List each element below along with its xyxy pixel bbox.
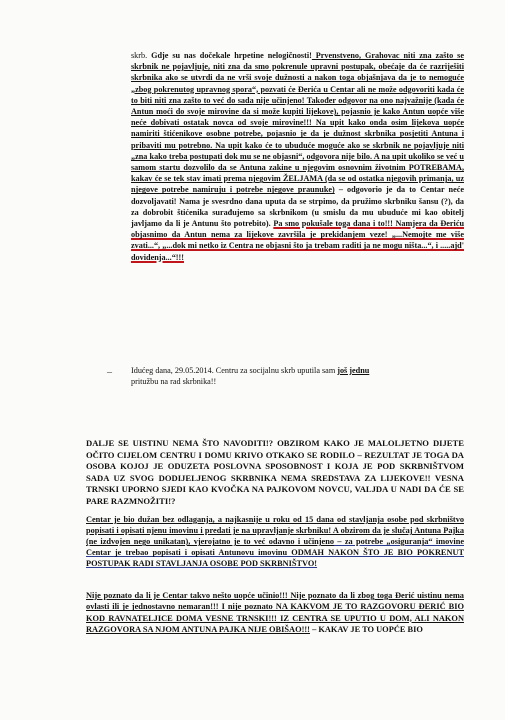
text-fragment-underlined: Prvenstveno, Grahovac niti zna zašto se skrbnik ne pojavljuje, niti zna da smo pokrenule upravni postupak, obećaje da će razriješiti skrbnika ako se utvrdi da ne vrši svoje dužnosti a nakon toga objašnjava da je to nemoguće „zbog pokrenutog upravnog spora“, pozvati će Đerića u Centar ali ne može odgovoriti kada će to biti niti zna zašto to već do sada nije učinjeno! Također odgovor na ono najvažnije (kada će Antun moći do svoje mirovine da si može kupiti lijekove), pojasnio je kako Antun uopće više neće dobivati ostatak novca od svoje mirovine!!! Na upit kako onda osim lijekova uopće namiriti štićenikove osobne potrebe, pojasnio je da je dužnost skrbnika posjetiti Antuna i pribaviti mu potrebno. Na upit kako će to ubuduće moguće ako se skrbnik ne pojavljuje niti „zna kako treba postupati dok mu se ne objasni“, odgovora nije bilo. A na upit ukoliko se već u samom startu dozvolilo da se Antuna zakine u njegovim osnovnim životnim POTREBAMA, kakav će se tek stav imati prema njegovim ŽELJAMA (da se od ostatka njegovih primanja, uz njegove potrebe namiruju i potrebe njegove praunuke) xyxy=(131,51,464,195)
text-fragment-underlined: Centar je bio dužan bez odlaganja, a najkasnije u roku od 15 dana od stavljanja osobe pod skrbništvo popisati i opisati njenu imovinu i predati je na upravljanje skrbniku! A obzirom da je slučaj Antuna Pajka (ne izdvojen nego unikatan), vjerojatno je to već odavno i učinjeno xyxy=(86,515,464,547)
paragraph-complaint-center-visit xyxy=(131,50,464,263)
paragraph-uppercase-conclusion xyxy=(86,438,464,508)
text-fragment-red-underlined: Pa smo pokušale toga dana i to!!! Namjera da Đeriću objasnimo da Antun nema za lijekove završila je prekidanjem veze! „...Nemojte me više zvati...“, „...dok mi netko iz Centra ne objasni što ja trebam raditi ja ne mogu ništa...“, i .....ajd' dovidenja...“!!! xyxy=(131,219,465,262)
text-fragment: Gdje su nas dočekale hrpetine nelogičnosti! xyxy=(151,51,312,60)
paragraph-next-day-complaint xyxy=(131,365,464,387)
text-fragment: skrb. xyxy=(131,51,152,60)
paragraph-unknown-facts xyxy=(86,590,464,635)
paragraph-center-obligation xyxy=(86,514,464,569)
text-fragment-underlined: još jednu xyxy=(337,366,370,375)
margin-dash-mark: – xyxy=(107,367,112,378)
text-fragment: Idućeg dana, 29.05.2014. Centru za socijalnu skrb uputila sam xyxy=(131,366,338,375)
text-fragment: pritužbu na rad skrbnika!! xyxy=(131,377,217,386)
text-fragment: – KAKAV JE TO UOPĆE BIO xyxy=(309,624,423,634)
text-fragment: – odgovorio je da to Centar neće dozvoljavati! Nama je svesrdno dana uputa da se strpimo, da pružimo skrbniku šansu (?), da za dobrobit štićenika surađujemo sa skrbnikom (u smislu da mu ubuduće mi kao obitelj javljamo da li je Antunu što potrebito). xyxy=(131,185,464,229)
text-fragment: DALJE SE UISTINU NEMA ŠTO NAVODITI!? OBZIROM KAKO JE MALOLJETNO DIJETE OČITO CIJELOM CENTRU I DOMU KRIVO OTKAKO SE RODILO – REZULTAT JE TOGA DA OSOBA KOJOJ JE ODUZETA POSLOVNA SPOSOBNOST I KOJA JE POD SKRBNIŠTVOM SADA UZ SVOG DODIJELJENOG SKRBNIKA NEMA SREDSTAVA ZA LIJEKOVE!! VESNA TRNSKI UPORNO SJEDI KAO KVOČKA NA PAJKOVOM NOVCU, VALJDA U NADI DA ĆE SE PARE RAZMNOŽITI!? xyxy=(86,438,464,506)
text-fragment-blue-underlined: – za potrebe „osiguranja“ imovine Centar je trebao popisati i opisati Antunovu imovinu ODMAH NAKON ŠTO JE BIO POKRENUT POSTUPAK RADI STAVLJANJA OSOBE POD SKRBNIŠTVO! xyxy=(86,537,464,569)
text-fragment-underlined: Nije poznato da li je Centar takvo nešto uopće učinio!!! Nije poznato da li zbog toga Đerić uistinu nema ovlasti ili je jednostavno nemaran!!! I nije poznato NA KAKVOM JE TO RAZGOVORU ĐERIĆ BIO KOD RAVNATELJICE DOMA VESNE TRNSKI!!! IZ CENTRA SE UPUTIO U DOM, ALI NAKON RAZGOVORA SA NJOM ANTUNA PAJKA NIJE OBIŠAO!!! xyxy=(86,591,464,634)
